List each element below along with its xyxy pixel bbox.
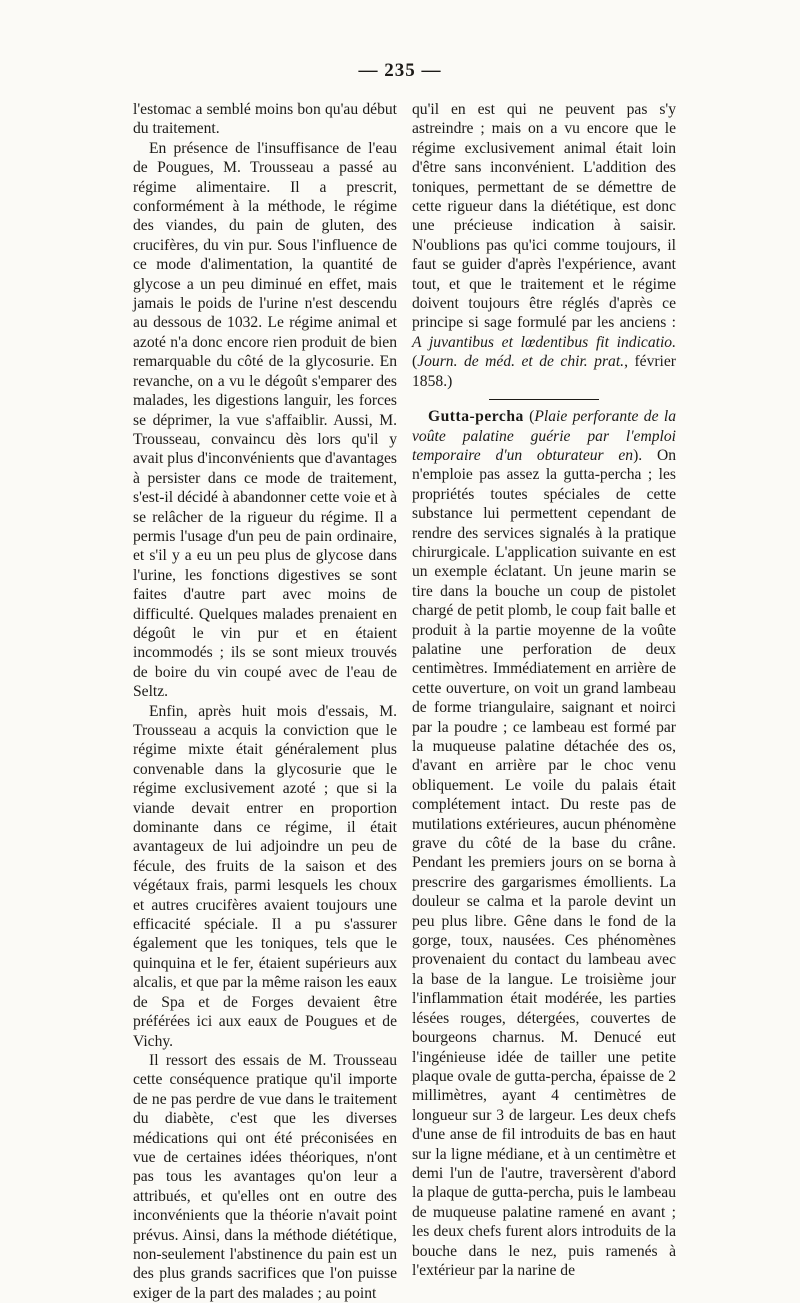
paragraph: Enfin, après huit mois d'essais, M. Trousseau a acquis la conviction que le régime mixte était généralement plus convenable dans la glycosurie que le régime exclusivement azoté ; que si la viande devait entrer en proportion dominante dans ce régime, il était avantageux de lui adjoindre un peu de fécule, des fruits de la saison et des végétaux frais, parmi lesquels les choux et autres crucifères avaient toujours une efficacité spéciale. Il a pu s'assurer également que les toniques, tels que le quinquina et le fer, étaient supérieurs aux alcalis, et que par la même raison les eaux de Spa et de Forges devaient être préférées ici aux eaux de Pougues et de Vichy. (133, 702, 397, 1050)
subtitle-close: ). (633, 446, 643, 464)
citation-date: , février 1858.) (412, 353, 676, 390)
section-divider (489, 399, 599, 400)
section-subtitle: Plaie perforante de la voûte palatine guérie par l'emploi temporaire d'un obturateur en (412, 408, 676, 464)
latin-quote: A juvantibus et lœdentibus fit indicatio. (412, 333, 676, 351)
section-heading-paragraph (412, 407, 676, 1280)
citation-open: ( (412, 353, 418, 371)
page-number: — 235 — (358, 60, 442, 81)
paragraph (412, 100, 676, 391)
paragraph: Il ressort des essais de M. Trousseau cette conséquence pratique qu'il importe de ne pas perdre de vue dans le traitement du diabète, c'est que les diverses médications qui ont été préconisées en vue de certaines idées théoriques, n'ont pas tous les avantages qu'on leur a attribués, et qu'elles ont en outre des inconvénients que la théorie n'avait point prévus. Ainsi, dans la méthode diététique, non-seulement l'abstinence du pain est un des plus grands sacrifices que l'on puisse exiger de la part des malades ; au point (133, 1051, 397, 1302)
paragraph: l'estomac a semblé moins bon qu'au début du traitement. (133, 101, 397, 138)
paragraph-text: qu'il en est qui ne peuvent pas s'y astreindre ; mais on a vu encore que le régime exclusivement animal était loin d'être sans inconvénient. L'addition des toniques, permettant de se démettre de cette rigueur dans la diététique, est donc une précieuse indication à saisir. N'oublions pas qu'ici comme toujours, il faut se guider d'après l'expérience, avant tout, et que le traitement et le régime doivent toujours être réglés d'après ce principe si sage formulé par les anciens : (412, 101, 676, 332)
subtitle-open: ( (523, 408, 535, 426)
paragraph-text: On n'emploie pas assez la gutta-percha ; les propriétés toutes spéciales de cette substance lui permettent cependant de rendre des services signalés à la pratique chirurgicale. L'application suivante en est un exemple éclatant. Un jeune marin se tire dans la bouche un coup de pistolet chargé de petit plomb, le coup fait balle et produit à la partie moyenne de la voûte palatine une perforation de deux centimètres. Immédiatement en arrière de cette ouverture, on voit un grand lambeau de forme triangulaire, saignant et noirci par la poudre ; ce lambeau est formé par la muqueuse palatine détachée des os, d'avant en arrière par le choc venu obliquement. Le voile du palais était complétement intact. Du reste pas de mutilations extérieures, aucun phénomène grave du côté de la base du crâne. Pendant les premiers jours on se borna à prescrire des gargarismes émollients. La douleur se calma et la parole devint un peu plus libre. Gêne dans le fond de la gorge, toux, nausées. Ces phénomènes provenaient du contact du lambeau avec la base de la langue. Le troisième jour l'inflammation était modérée, les parties lésées rouges, détergées, couvertes de bourgeons charnus. M. Denucé eut l'ingénieuse idée de tailler une petite plaque ovale de gutta-percha, épaisse de 2 millimètres, ayant 4 centimètres de longueur sur 3 de largeur. Les deux chefs d'une anse de fil introduits de bas en haut sur la ligne médiane, et à un centimètre et demi l'un de l'autre, traversèrent d'abord la plaque de gutta-percha, puis le lambeau de muqueuse palatine ramené en avant ; les deux chefs furent alors introduits de la bouche dans le nez, puis ramenés à l'extérieur par la narine de (412, 446, 676, 1279)
right-column (412, 100, 676, 1280)
citation-source: Journ. de méd. et de chir. prat. (417, 353, 625, 371)
paragraph: En présence de l'insuffisance de l'eau de Pougues, M. Trousseau a passé au régime alimentaire. Il a prescrit, conformément à la méthode, le régime des viandes, du pain de gluten, des crucifères, du vin pur. Sous l'influence de ce mode d'alimentation, la quantité de glycose a un peu diminué en effet, mais jamais le poids de l'urine n'est descendu au dessous de 1032. Le régime animal et azoté n'a donc encore rien produit de bien remarquable du côté de la glycosurie. En revanche, on a vu le dégoût s'emparer des malades, les digestions languir, les forces se déprimer, la vue s'affaiblir. Aussi, M. Trousseau, convaincu dès lors qu'il y avait plus d'inconvénients que d'avantages à persister dans ce mode de traitement, s'est-il décidé à abandonner cette voie et à se relâcher de la rigueur du régime. Il a permis l'usage d'un peu de pain ordinaire, et s'il y a eu un peu plus de glycose dans l'urine, les fonctions digestives se sont faites d'autre part avec moins de difficulté. Quelques malades prenaient en dégoût le vin pur et en étaient incommodés ; ils se sont mieux trouvés de boire du vin coupé avec de l'eau de Seltz. (133, 139, 397, 701)
left-column (133, 100, 397, 1303)
section-title: Gutta-percha (428, 408, 524, 426)
